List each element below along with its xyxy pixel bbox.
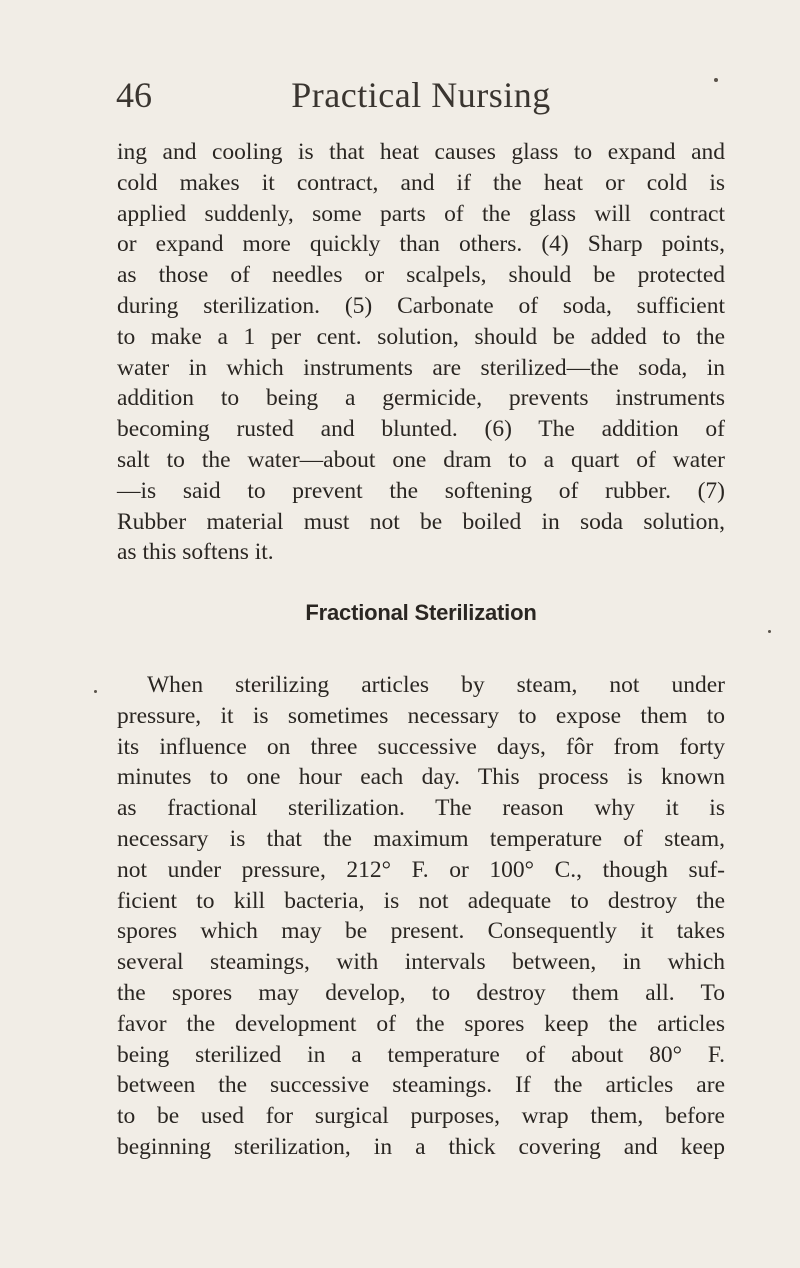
text-line: applied suddenly, some parts of the glass will contract	[117, 200, 725, 227]
text-line: favor the development of the spores keep the articles	[117, 1010, 725, 1037]
text-line: addition to being a germicide, prevents instruments	[117, 385, 725, 412]
text-line: pressure, it is sometimes necessary to expose them to	[117, 702, 725, 729]
text-line: several steamings, with intervals between, in which	[117, 949, 725, 976]
page-title: Practical Nursing	[291, 75, 551, 115]
text-line: beginning sterilization, in a thick covering and keep	[117, 1133, 725, 1160]
text-line: between the successive steamings. If the articles are	[117, 1072, 725, 1099]
text-line: not under pressure, 212° F. or 100° C., though suf-	[117, 856, 725, 883]
text-line: as fractional sterilization. The reason why it is	[117, 795, 725, 822]
text-line: as this softens it.	[117, 539, 274, 566]
text-line: —is said to prevent the softening of rubber. (7)	[117, 477, 725, 504]
text-line: water in which instruments are sterilized—the soda, in	[117, 354, 725, 381]
section-heading: Fractional Sterilization	[305, 600, 537, 625]
paper-speck	[714, 78, 718, 82]
text-line: ing and cooling is that heat causes glass to expand and	[117, 139, 725, 165]
text-line: during sterilization. (5) Carbonate of soda, sufficient	[117, 292, 725, 319]
paper-speck	[768, 630, 771, 633]
text-line: Rubber material must not be boiled in soda solution,	[117, 508, 725, 535]
text-line: becoming rusted and blunted. (6) The addition of	[117, 416, 725, 443]
text-line: to be used for surgical purposes, wrap them, before	[117, 1103, 725, 1130]
text-line: its influence on three successive days, fôr from forty	[117, 733, 725, 760]
text-line: When sterilizing articles by steam, not under	[147, 672, 725, 698]
paragraph-continued	[117, 137, 725, 568]
text-line: being sterilized in a temperature of about 80° F.	[117, 1041, 725, 1068]
paper-speck	[94, 690, 97, 693]
text-line: as those of needles or scalpels, should be protected	[117, 262, 725, 289]
running-head	[116, 70, 726, 120]
text-line: cold makes it contract, and if the heat or cold is	[117, 169, 725, 196]
text-line: to make a 1 per cent. solution, should be added to the	[117, 323, 725, 350]
page-number: 46	[116, 75, 152, 115]
text-line: the spores may develop, to destroy them all. To	[117, 979, 725, 1006]
text-line: salt to the water—about one dram to a quart of water	[117, 446, 725, 473]
paragraph-fractional-sterilization	[117, 670, 725, 1163]
text-line: ficient to kill bacteria, is not adequate to destroy the	[117, 887, 725, 914]
text-line: or expand more quickly than others. (4) Sharp points,	[117, 231, 725, 258]
text-line: minutes to one hour each day. This process is known	[117, 764, 725, 791]
text-line: spores which may be present. Consequently it takes	[117, 918, 725, 945]
text-line: necessary is that the maximum temperature of steam,	[117, 825, 725, 852]
